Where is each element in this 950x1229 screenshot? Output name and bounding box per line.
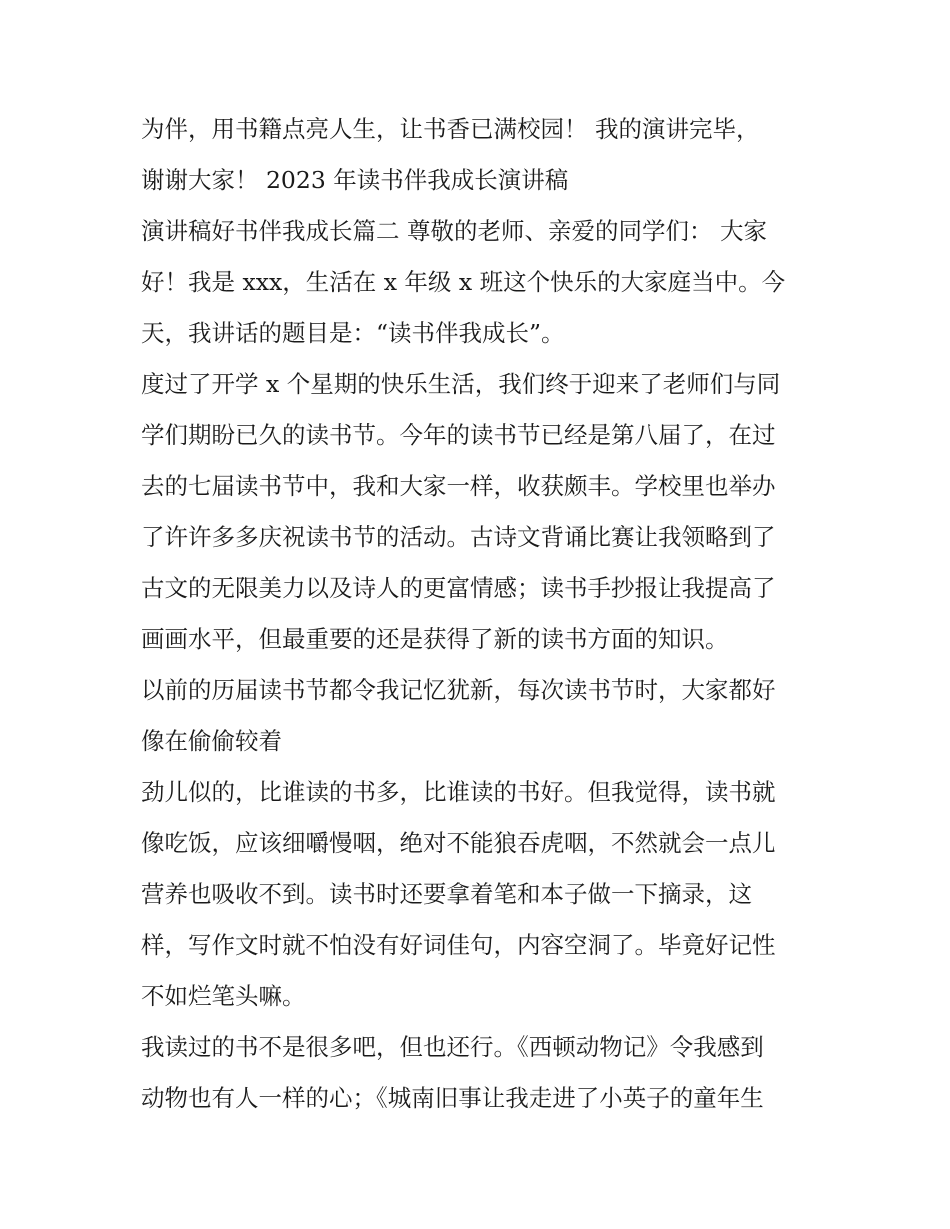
text-line-19: 我读过的书不是很多吧，但也还行。《西顿动物记》令我感到 bbox=[141, 1033, 764, 1061]
text-line-7: 学们期盼已久的读书节。今年的读书节已经是第八届了，在过 bbox=[141, 421, 776, 449]
text-line-18: 不如烂笔头嘛。 bbox=[141, 982, 306, 1010]
text-line-17: 样，写作文时就不怕没有好词佳句，内容空洞了。毕竟好记性 bbox=[141, 931, 776, 959]
text-line-10: 古文的无限美力以及诗人的更富情感；读书手抄报让我提高了 bbox=[141, 574, 776, 602]
text-line-13: 像在偷偷较着 bbox=[141, 727, 282, 755]
text-line-5: 天，我讲话的题目是：“读书伴我成长”。 bbox=[141, 319, 565, 347]
text-line-15: 像吃饭，应该细嚼慢咽，绝对不能狼吞虎咽，不然就会一点儿 bbox=[141, 829, 776, 857]
text-line-6: 度过了开学 x 个星期的快乐生活，我们终于迎来了老师们与同 bbox=[141, 370, 781, 398]
text-line-2: 谢谢大家！ 2023 年读书伴我成长演讲稿 bbox=[141, 166, 569, 194]
text-line-4: 好！我是 xxx，生活在 x 年级 x 班这个快乐的大家庭当中。今 bbox=[141, 268, 786, 296]
text-line-14: 劲儿似的，比谁读的书多，比谁读的书好。但我觉得，读书就 bbox=[141, 778, 776, 806]
text-line-9: 了许许多多庆祝读书节的活动。古诗文背诵比赛让我领略到了 bbox=[141, 523, 776, 551]
text-line-20: 动物也有人一样的心；《城南旧事让我走进了小英子的童年生 bbox=[141, 1084, 764, 1112]
text-line-1: 为伴，用书籍点亮人生，让书香已满校园！ 我的演讲完毕， bbox=[141, 115, 760, 143]
document-body bbox=[141, 104, 821, 1124]
text-line-12: 以前的历届读书节都令我记忆犹新，每次读书节时，大家都好 bbox=[141, 676, 776, 704]
text-line-8: 去的七届读书节中，我和大家一样，收获颇丰。学校里也举办 bbox=[141, 472, 776, 500]
text-line-3: 演讲稿好书伴我成长篇二 尊敬的老师、亲爱的同学们： 大家 bbox=[141, 217, 767, 245]
text-line-11: 画画水平，但最重要的还是获得了新的读书方面的知识。 bbox=[141, 625, 729, 653]
text-line-16: 营养也吸收不到。读书时还要拿着笔和本子做一下摘录，这 bbox=[141, 880, 752, 908]
